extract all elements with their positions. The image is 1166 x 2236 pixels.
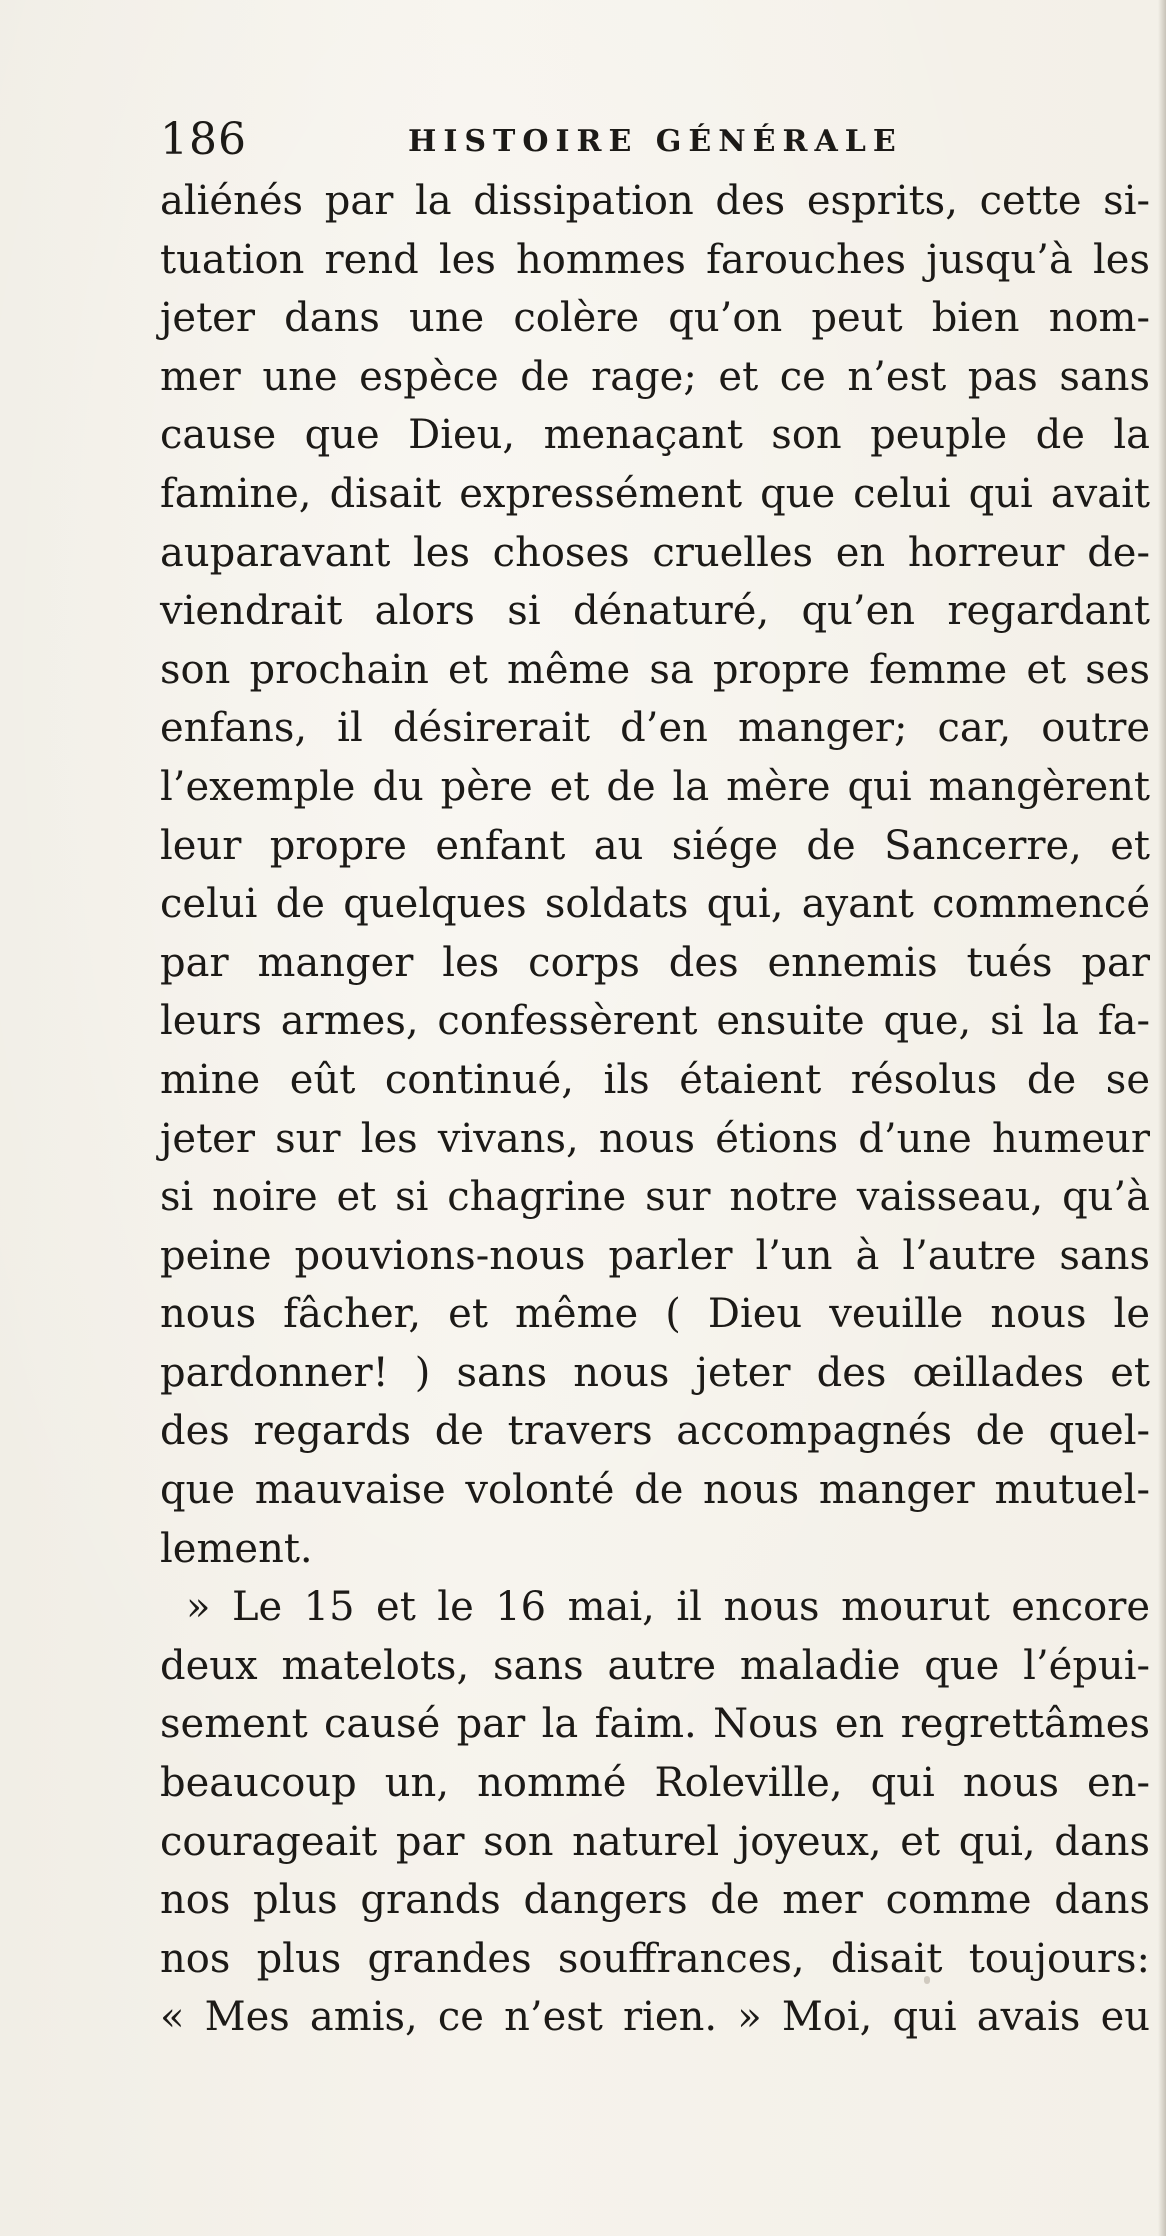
page-number: 186 <box>160 114 247 165</box>
text-line: jeter dans une colère qu’on peut bien nom- <box>160 295 1150 342</box>
paper-speck <box>924 1976 930 1984</box>
running-title: HISTOIRE GÉNÉRALE <box>408 124 903 159</box>
text-line: lement. <box>160 1525 313 1572</box>
text-line: que mauvaise volonté de nous manger mutuel- <box>160 1467 1150 1514</box>
text-line: peine pouvions-nous parler l’un à l’autre sans <box>160 1232 1150 1279</box>
page-header <box>160 108 1140 172</box>
text-line: pardonner! ) sans nous jeter des œillades et <box>160 1349 1150 1396</box>
text-line: jeter sur les vivans, nous étions d’une humeur <box>160 1115 1150 1162</box>
text-line: son prochain et même sa propre femme et ses <box>160 646 1150 693</box>
text-line: mine eût continué, ils étaient résolus de se <box>160 1056 1150 1103</box>
text-line: nos plus grands dangers de mer comme dans <box>160 1877 1150 1924</box>
text-line: aliénés par la dissipation des esprits, cette si- <box>160 178 1150 224</box>
text-line: enfans, il désirerait d’en manger; car, outre <box>160 705 1150 752</box>
text-line: » Le 15 et le 16 mai, il nous mourut encore <box>186 1584 1150 1631</box>
text-line: celui de quelques soldats qui, ayant commencé <box>160 881 1150 928</box>
text-line: leur propre enfant au siége de Sancerre, et <box>160 822 1150 869</box>
text-line: « Mes amis, ce n’est rien. » Moi, qui avais eu <box>160 1994 1150 2041</box>
text-line: des regards de travers accompagnés de quel- <box>160 1408 1150 1455</box>
text-line: famine, disait expressément que celui qui avait <box>160 470 1150 517</box>
body-text <box>160 172 1150 2047</box>
text-line: sement causé par la faim. Nous en regrettâmes <box>160 1701 1150 1748</box>
text-line: mer une espèce de rage; et ce n’est pas sans <box>160 353 1150 400</box>
text-line: beaucoup un, nommé Roleville, qui nous en- <box>160 1760 1150 1807</box>
page-edge-shadow <box>1158 0 1166 2236</box>
text-line: leurs armes, confessèrent ensuite que, si la fa- <box>160 998 1150 1045</box>
text-line: si noire et si chagrine sur notre vaisseau, qu’à <box>160 1174 1150 1221</box>
text-line: par manger les corps des ennemis tués par <box>160 939 1150 986</box>
text-line: nos plus grandes souffrances, disait toujours: <box>160 1935 1150 1982</box>
text-line: nous fâcher, et même ( Dieu veuille nous le <box>160 1291 1150 1338</box>
text-line: cause que Dieu, menaçant son peuple de la <box>160 412 1150 459</box>
text-line: l’exemple du père et de la mère qui mangèrent <box>160 763 1150 810</box>
text-line: viendrait alors si dénaturé, qu’en regardant <box>160 588 1150 635</box>
text-line: auparavant les choses cruelles en horreur de- <box>160 529 1150 576</box>
text-line: courageait par son naturel joyeux, et qui, dans <box>160 1818 1150 1865</box>
text-line: deux matelots, sans autre maladie que l’épui- <box>160 1642 1150 1689</box>
text-line: tuation rend les hommes farouches jusqu’à les <box>160 236 1150 283</box>
